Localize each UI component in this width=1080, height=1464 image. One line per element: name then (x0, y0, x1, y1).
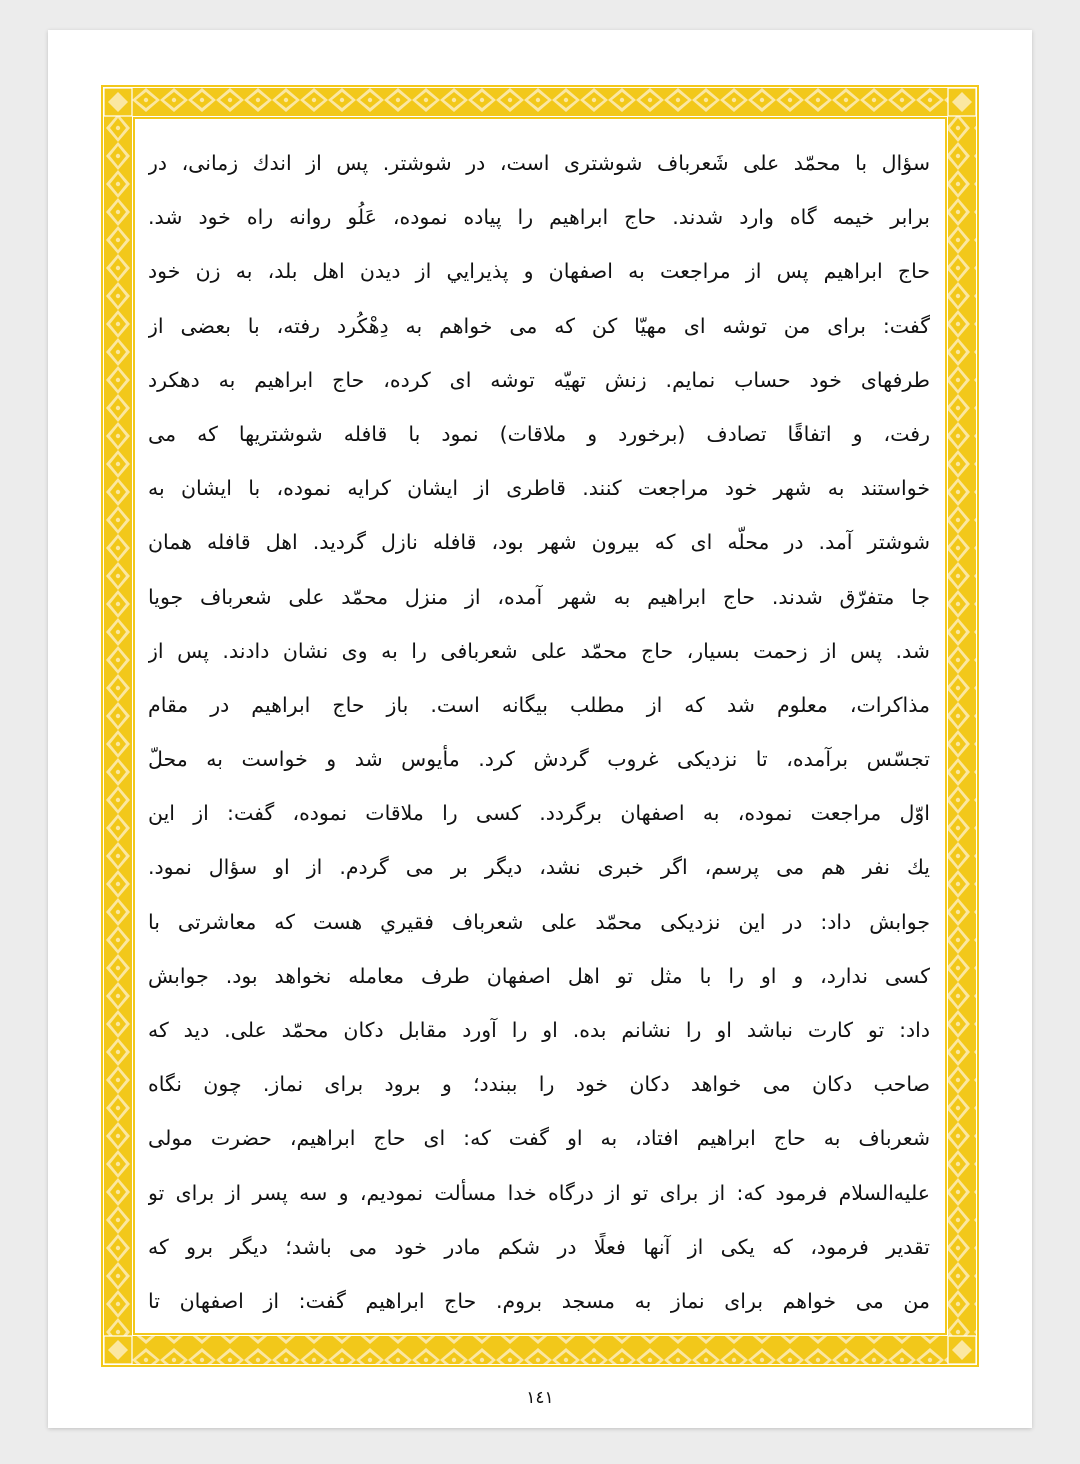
text-line: صاحب دکان می خواهد دکان خود را ببندد؛ و برود برای نماز. چون نگاه (148, 1072, 930, 1097)
text-line: طرفهای خود حساب نمایم. زنش تهیّه توشه ای کرده، حاج ابراهیم به دهکرد (148, 367, 930, 392)
text-line: سؤال با محمّد علی شَعرباف شوشتری است، در شوشتر. پس از اندك زمانی، در (148, 151, 930, 175)
text-line: یك نفر هم می پرسم، اگر خبری نشد، دیگر بر می گردم. از او سؤال نمود. (148, 855, 930, 880)
text-line: شوشتر آمد. در محلّه ای که بیرون شهر بود، قافله نازل گردید. اهل قافله همان (148, 530, 930, 555)
text-line: شعرباف به حاج ابراهیم افتاد، به او گفت که: ای حاج ابراهیم، حضرت مولی (148, 1126, 930, 1151)
text-line: جوابش داد: در این نزدیکی محمّد علی شعرباف فقیري هست که معاشرتی با (148, 909, 930, 934)
text-line: برابر خیمه گاه وارد شدند. حاج ابراهیم را پیاده نموده، عَلُو روانه راه خود شد. (148, 205, 930, 230)
text-line: تجسّس برآمده، تا نزدیکی غروب گردش کرد. مأیوس شد و خواست به محلّ (148, 747, 930, 772)
text-line: مذاکرات، معلوم شد که از مطلب بیگانه است. باز حاج ابراهیم در مقام (148, 692, 930, 717)
text-line: حاج ابراهیم پس از مراجعت به اصفهان و پذیرایي از دیدن اهل بلد، به زن خود (148, 259, 930, 284)
page-number: ١٤١ (526, 1388, 554, 1408)
text-line: تقدیر فرمود، که یکی از آنها فعلًا در شکم مادر خود می باشد؛ دیگر برو که (148, 1234, 930, 1259)
text-line: داد: تو کارت نباشد او را نشانم بده. او را آورد مقابل دکان محمّد علی. دید که (148, 1018, 930, 1042)
text-line: اوّل مراجعت نموده، به اصفهان برگردد. کسی را ملاقات نموده، گفت: از این (148, 801, 930, 826)
text-line: علیه‌السلام فرمود که: از برای تو از درگاه خدا مسألت نمودیم، و سه پسر از برای تو (148, 1180, 930, 1205)
text-line: گفت: برای من توشه ای مهیّا کن که می خواهم به دِهْکُرد رفته، با بعضی از (148, 313, 930, 338)
text-line: رفت، و اتفاقًا تصادف (برخورد و ملاقات) نمود با قافله شوشتریها که می (148, 421, 930, 446)
text-line: خواستند به شهر خود مراجعت کنند. قاطری از ایشان کرایه نموده، با ایشان به (148, 476, 930, 501)
text-line: من می خواهم برای نماز به مسجد بروم. حاج ابراهیم گفت: از اصفهان تا (148, 1288, 930, 1313)
text-line: کسی ندارد، و او را با مثل تو اهل اصفهان طرف معامله نخواهد بود. جوابش (148, 963, 930, 988)
text-line: جا متفرّق شدند. حاج ابراهیم به شهر آمده، از منزل محمّد علی شعرباف جویا (148, 584, 930, 609)
text-line: شد. پس از زحمت بسیار، حاج محمّد علی شعربافی را به وی نشان دادند. پس از (148, 638, 930, 663)
book-page (48, 30, 1032, 1428)
page-body-text (148, 136, 930, 1328)
